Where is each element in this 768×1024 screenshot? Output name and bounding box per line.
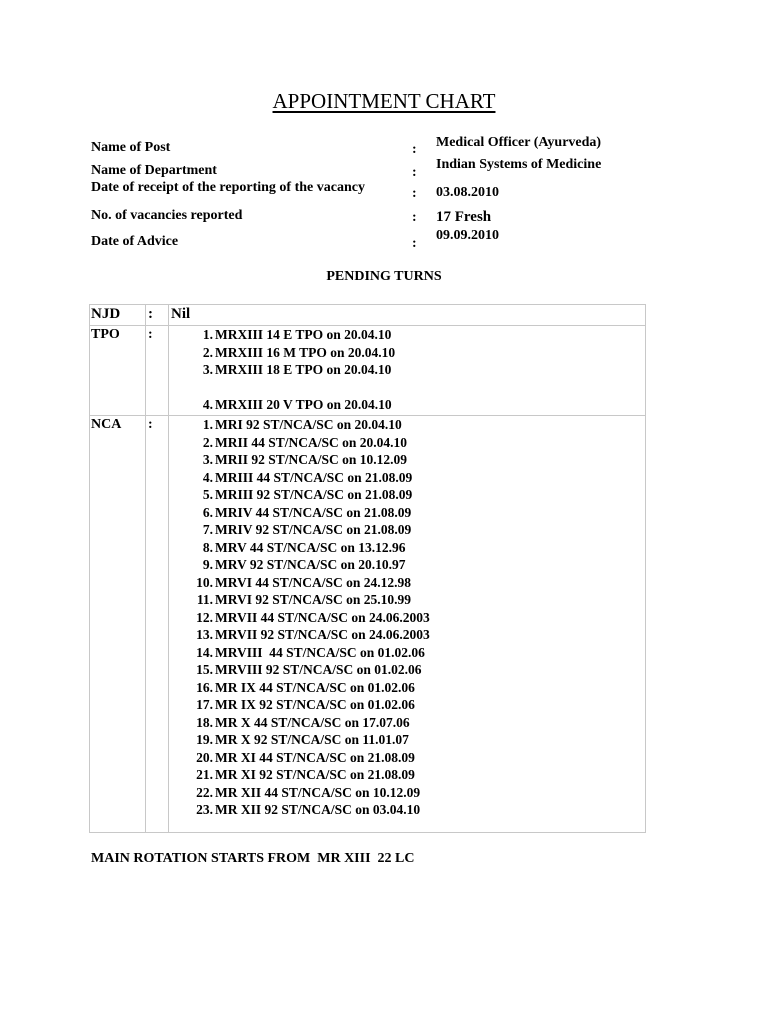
list-item: 13. MRVII 92 ST/NCA/SC on 24.06.2003 [196, 627, 430, 642]
list-item: 10. MRVI 44 ST/NCA/SC on 24.12.98 [196, 574, 412, 590]
table-column-divider [145, 304, 146, 833]
advice-date-colon: : [412, 236, 417, 251]
nca-label: NCA [91, 417, 122, 432]
table-border-right [645, 304, 646, 833]
list-item: 11. MRVI 92 ST/NCA/SC on 25.10.99 [196, 592, 412, 607]
list-item: 21. MR XI 92 ST/NCA/SC on 21.08.09 [196, 767, 415, 782]
table-border-top [89, 304, 646, 305]
document-title: APPOINTMENT CHART [272, 89, 496, 113]
list-item: 2. MRXIII 16 M TPO on 20.04.10 [202, 344, 396, 360]
njd-colon: : [148, 306, 153, 322]
post-value: Medical Officer (Ayurveda) [436, 135, 602, 150]
advice-date-label: Date of Advice [91, 234, 179, 249]
table-border-bottom [89, 832, 646, 833]
list-item: 7. MRIV 92 ST/NCA/SC on 21.08.09 [202, 522, 412, 537]
list-item: 4. MRIII 44 ST/NCA/SC on 21.08.09 [202, 469, 413, 485]
njd-label: NJD [91, 306, 121, 322]
list-item: 4. MRXIII 20 V TPO on 20.04.10 [202, 397, 392, 412]
list-item: 12. MRVII 44 ST/NCA/SC on 24.06.2003 [196, 609, 430, 625]
nca-list [168, 416, 430, 819]
list-item: 6. MRIV 44 ST/NCA/SC on 21.08.09 [202, 504, 412, 520]
list-item: 19. MR X 92 ST/NCA/SC on 11.01.07 [196, 732, 409, 747]
list-item: 5. MRIII 92 ST/NCA/SC on 21.08.09 [202, 487, 413, 502]
list-item: 22. MR XII 44 ST/NCA/SC on 10.12.09 [196, 784, 421, 800]
list-item: 8. MRV 44 ST/NCA/SC on 13.12.96 [202, 539, 406, 555]
list-item: 2. MRII 44 ST/NCA/SC on 20.04.10 [202, 434, 408, 450]
list-item: 17. MR IX 92 ST/NCA/SC on 01.02.06 [196, 697, 415, 712]
vacancies-colon: : [412, 210, 417, 225]
list-item: 9. MRV 92 ST/NCA/SC on 20.10.97 [202, 557, 406, 572]
list-item: 1. MRI 92 ST/NCA/SC on 20.04.10 [202, 417, 402, 432]
pending-turns-heading: PENDING TURNS [326, 269, 442, 284]
receipt-date-value: 03.08.2010 [436, 185, 499, 200]
post-colon: : [412, 142, 417, 157]
vacancies-value: 17 Fresh [436, 209, 492, 225]
table-border-left [89, 304, 90, 833]
tpo-colon: : [148, 327, 153, 342]
list-item: 23. MR XII 92 ST/NCA/SC on 03.04.10 [196, 802, 421, 817]
department-colon: : [412, 165, 417, 180]
main-rotation-note: MAIN ROTATION STARTS FROM MR XIII 22 LC [91, 851, 415, 866]
list-item: 3. MRII 92 ST/NCA/SC on 10.12.09 [202, 452, 408, 467]
list-item: 14. MRVIII 44 ST/NCA/SC on 01.02.06 [196, 644, 425, 660]
list-item: 3. MRXIII 18 E TPO on 20.04.10 [202, 362, 392, 377]
vacancies-label: No. of vacancies reported [91, 208, 243, 223]
list-item: 16. MR IX 44 ST/NCA/SC on 01.02.06 [196, 679, 415, 695]
nca-colon: : [148, 417, 153, 432]
advice-date-value: 09.09.2010 [436, 228, 499, 243]
list-item: 1. MRXIII 14 E TPO on 20.04.10 [202, 327, 392, 342]
post-label: Name of Post [91, 140, 171, 155]
department-value: Indian Systems of Medicine [436, 157, 602, 172]
njd-value: Nil [171, 306, 191, 322]
department-label: Name of Department [91, 163, 217, 178]
list-item: 20. MR XI 44 ST/NCA/SC on 21.08.09 [196, 749, 415, 765]
tpo-label: TPO [91, 327, 120, 342]
list-item: 15. MRVIII 92 ST/NCA/SC on 01.02.06 [196, 662, 422, 677]
tpo-list [168, 326, 395, 414]
receipt-date-label: Date of receipt of the reporting of the vacancy [91, 180, 365, 195]
list-item: 18. MR X 44 ST/NCA/SC on 17.07.06 [196, 714, 410, 730]
receipt-date-colon: : [412, 186, 417, 201]
